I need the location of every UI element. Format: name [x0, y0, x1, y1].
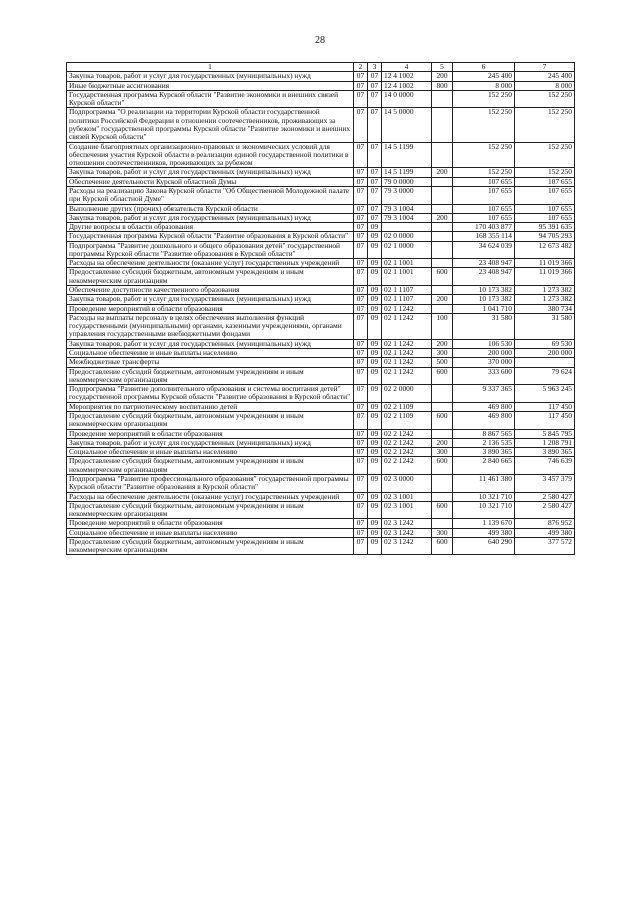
expense-type-cell [432, 402, 453, 411]
amount-cell: 107 655 [515, 204, 575, 213]
target-article-cell: 02 2 1242 [382, 438, 432, 447]
subsection-cell: 07 [368, 90, 382, 108]
item-name-cell: Межбюджетные трансферты [67, 358, 354, 367]
table-row [67, 501, 575, 519]
target-article-cell: 02 2 1109 [382, 402, 432, 411]
section-cell: 07 [354, 339, 368, 348]
table-row [67, 438, 575, 447]
item-name-cell: Государственная программа Курской области "Развитие образования в Курской области" [67, 232, 354, 241]
target-article-cell: 14 5 1199 [382, 142, 432, 168]
amount-cell: 2 580 427 [515, 492, 575, 501]
expense-type-cell [432, 259, 453, 268]
amount-cell: 168 355 114 [453, 232, 515, 241]
amount-cell: 1 273 382 [515, 286, 575, 295]
target-article-cell: 02 1 1242 [382, 367, 432, 385]
target-article-cell: 02 1 1242 [382, 304, 432, 313]
expense-type-cell: 300 [432, 448, 453, 457]
subsection-cell: 09 [368, 474, 382, 492]
item-name-cell: Предоставление субсидий бюджетным, автономным учреждениям и иным некоммерческим организациям [67, 501, 354, 519]
section-cell: 07 [354, 286, 368, 295]
section-cell: 07 [354, 72, 368, 81]
target-article-cell: 79 3 0000 [382, 186, 432, 204]
table-row [67, 304, 575, 313]
expense-type-cell: 200 [432, 295, 453, 304]
section-cell: 07 [354, 402, 368, 411]
amount-cell: 117 450 [515, 411, 575, 429]
amount-cell: 152 250 [453, 108, 515, 142]
table-row [67, 313, 575, 339]
table-row [67, 457, 575, 475]
item-name-cell: Социальное обеспечение и иные выплаты населению [67, 349, 354, 358]
table-row [67, 492, 575, 501]
expense-type-cell: 300 [432, 528, 453, 537]
amount-cell: 9 337 365 [453, 385, 515, 403]
expense-type-cell: 200 [432, 213, 453, 222]
amount-cell [515, 358, 575, 367]
target-article-cell: 02 1 1242 [382, 313, 432, 339]
table-row [67, 81, 575, 90]
table-row [67, 72, 575, 81]
target-article-cell: 02 3 1001 [382, 501, 432, 519]
section-cell: 07 [354, 268, 368, 286]
section-cell: 07 [354, 223, 368, 232]
expense-type-cell [432, 474, 453, 492]
section-cell: 07 [354, 429, 368, 438]
item-name-cell: Предоставление субсидий бюджетным, автономным учреждениям и иным некоммерческим организациям [67, 537, 354, 555]
expense-type-cell: 800 [432, 81, 453, 90]
expense-type-cell: 200 [432, 168, 453, 177]
table-row [67, 204, 575, 213]
item-name-cell: Предоставление субсидий бюджетным, автономным учреждениям и иным некоммерческим организациям [67, 367, 354, 385]
expense-type-cell: 300 [432, 349, 453, 358]
amount-cell: 23 408 947 [453, 268, 515, 286]
column-header: 2 [354, 63, 368, 72]
expense-type-cell: 200 [432, 72, 453, 81]
amount-cell: 370 000 [453, 358, 515, 367]
subsection-cell: 09 [368, 537, 382, 555]
amount-cell: 499 380 [515, 528, 575, 537]
item-name-cell: Мероприятия по патриотическому воспитанию детей [67, 402, 354, 411]
amount-cell: 152 250 [515, 142, 575, 168]
item-name-cell: Расходы на обеспечение деятельности (оказание услуг) государственных учреждений [67, 492, 354, 501]
section-cell: 07 [354, 81, 368, 90]
amount-cell: 79 624 [515, 367, 575, 385]
target-article-cell: 02 1 1001 [382, 268, 432, 286]
column-header: 5 [432, 63, 453, 72]
item-name-cell: Закупка товаров, работ и услуг для государственных (муниципальных) нужд [67, 213, 354, 222]
subsection-cell: 09 [368, 402, 382, 411]
table-row [67, 349, 575, 358]
target-article-cell: 14 5 1199 [382, 168, 432, 177]
subsection-cell: 07 [368, 81, 382, 90]
amount-cell: 8 000 [453, 81, 515, 90]
subsection-cell: 09 [368, 519, 382, 528]
amount-cell: 469 800 [453, 402, 515, 411]
amount-cell: 117 450 [515, 402, 575, 411]
amount-cell: 3 457 379 [515, 474, 575, 492]
table-row [67, 402, 575, 411]
subsection-cell: 09 [368, 367, 382, 385]
table-row [67, 411, 575, 429]
subsection-cell: 09 [368, 304, 382, 313]
item-name-cell: Подпрограмма "Развитие дополнительного образования и системы воспитания детей" государственной программы Курской области "Развитие образования в Курской области" [67, 385, 354, 403]
subsection-cell: 09 [368, 349, 382, 358]
expense-type-cell: 100 [432, 313, 453, 339]
item-name-cell: Закупка товаров, работ и услуг для государственных (муниципальных) нужд [67, 72, 354, 81]
amount-cell: 152 250 [515, 90, 575, 108]
target-article-cell: 12 4 1002 [382, 81, 432, 90]
section-cell: 07 [354, 177, 368, 186]
subsection-cell: 09 [368, 501, 382, 519]
amount-cell: 2 840 665 [453, 457, 515, 475]
table-row [67, 213, 575, 222]
expense-type-cell [432, 241, 453, 259]
subsection-cell: 09 [368, 457, 382, 475]
table-row [67, 268, 575, 286]
section-cell: 07 [354, 186, 368, 204]
subsection-cell: 09 [368, 241, 382, 259]
subsection-cell: 07 [368, 168, 382, 177]
amount-cell: 3 890 365 [515, 448, 575, 457]
amount-cell: 10 321 710 [453, 492, 515, 501]
subsection-cell: 09 [368, 385, 382, 403]
item-name-cell: Закупка товаров, работ и услуг для государственных (муниципальных) нужд [67, 339, 354, 348]
item-name-cell: Проведение мероприятий в области образования [67, 304, 354, 313]
section-cell: 07 [354, 213, 368, 222]
subsection-cell: 07 [368, 142, 382, 168]
section-cell: 07 [354, 313, 368, 339]
item-name-cell: Проведение мероприятий в области образования [67, 429, 354, 438]
amount-cell: 11 019 366 [515, 259, 575, 268]
target-article-cell: 02 2 1242 [382, 457, 432, 475]
column-header: 6 [453, 63, 515, 72]
table-row [67, 429, 575, 438]
amount-cell: 245 400 [515, 72, 575, 81]
table-row [67, 223, 575, 232]
expense-type-cell: 600 [432, 501, 453, 519]
section-cell: 07 [354, 241, 368, 259]
subsection-cell: 09 [368, 232, 382, 241]
amount-cell: 31 580 [515, 313, 575, 339]
amount-cell: 152 250 [453, 142, 515, 168]
amount-cell: 5 963 245 [515, 385, 575, 403]
target-article-cell: 02 2 1242 [382, 448, 432, 457]
item-name-cell: Другие вопросы в области образования [67, 223, 354, 232]
amount-cell: 245 400 [453, 72, 515, 81]
amount-cell: 10 173 382 [453, 286, 515, 295]
amount-cell: 499 380 [453, 528, 515, 537]
section-cell: 07 [354, 457, 368, 475]
table-row [67, 448, 575, 457]
target-article-cell: 14 0 0000 [382, 90, 432, 108]
item-name-cell: Предоставление субсидий бюджетным, автономным учреждениям и иным некоммерческим организациям [67, 268, 354, 286]
table-row [67, 90, 575, 108]
table-row [67, 519, 575, 528]
expense-type-cell [432, 385, 453, 403]
section-cell: 07 [354, 438, 368, 447]
subsection-cell: 09 [368, 492, 382, 501]
amount-cell: 34 624 039 [453, 241, 515, 259]
target-article-cell: 02 1 1107 [382, 286, 432, 295]
expense-type-cell: 200 [432, 339, 453, 348]
amount-cell: 2 580 427 [515, 501, 575, 519]
table-header-row [67, 63, 575, 72]
target-article-cell: 79 0 0000 [382, 177, 432, 186]
target-article-cell: 02 2 0000 [382, 385, 432, 403]
target-article-cell: 02 3 1001 [382, 492, 432, 501]
amount-cell: 152 250 [515, 108, 575, 142]
section-cell: 07 [354, 90, 368, 108]
amount-cell: 107 655 [453, 213, 515, 222]
item-name-cell: Закупка товаров, работ и услуг для государственных (муниципальных) нужд [67, 438, 354, 447]
subsection-cell: 09 [368, 358, 382, 367]
table-row [67, 232, 575, 241]
amount-cell: 8 000 [515, 81, 575, 90]
target-article-cell: 02 1 1107 [382, 295, 432, 304]
amount-cell: 469 800 [453, 411, 515, 429]
amount-cell: 107 655 [453, 177, 515, 186]
target-article-cell: 02 2 1109 [382, 411, 432, 429]
amount-cell: 377 572 [515, 537, 575, 555]
expense-type-cell [432, 204, 453, 213]
amount-cell: 8 867 565 [453, 429, 515, 438]
amount-cell: 107 655 [515, 213, 575, 222]
table-row [67, 241, 575, 259]
subsection-cell: 09 [368, 528, 382, 537]
amount-cell: 152 250 [453, 90, 515, 108]
section-cell: 07 [354, 349, 368, 358]
page-number: 28 [315, 35, 325, 46]
amount-cell: 876 952 [515, 519, 575, 528]
expense-type-cell: 600 [432, 268, 453, 286]
subsection-cell: 09 [368, 339, 382, 348]
target-article-cell [382, 223, 432, 232]
expense-type-cell [432, 286, 453, 295]
table-row [67, 108, 575, 142]
expense-type-cell [432, 429, 453, 438]
subsection-cell: 09 [368, 411, 382, 429]
table-row [67, 367, 575, 385]
item-name-cell: Иные бюджетные ассигнования [67, 81, 354, 90]
expense-type-cell: 600 [432, 411, 453, 429]
item-name-cell: Государственная программа Курской области "Развитие экономики и внешних связей Курской области" [67, 90, 354, 108]
subsection-cell: 09 [368, 438, 382, 447]
section-cell: 07 [354, 501, 368, 519]
column-header: 7 [515, 63, 575, 72]
item-name-cell: Закупка товаров, работ и услуг для государственных (муниципальных) нужд [67, 295, 354, 304]
expense-type-cell: 600 [432, 457, 453, 475]
amount-cell: 10 173 382 [453, 295, 515, 304]
column-header: 3 [368, 63, 382, 72]
section-cell: 07 [354, 358, 368, 367]
target-article-cell: 02 3 1242 [382, 528, 432, 537]
target-article-cell: 02 1 0000 [382, 241, 432, 259]
subsection-cell: 07 [368, 186, 382, 204]
subsection-cell: 07 [368, 108, 382, 142]
table-row [67, 339, 575, 348]
amount-cell: 94 705 293 [515, 232, 575, 241]
amount-cell: 106 530 [453, 339, 515, 348]
amount-cell: 10 321 710 [453, 501, 515, 519]
item-name-cell: Расходы на выплаты персоналу в целях обеспечения выполнения функций государственными (муниципальными) органами, казенными учреждениями, органами управления государственными внебюджетными фондами [67, 313, 354, 339]
amount-cell: 107 655 [453, 186, 515, 204]
expense-type-cell [432, 142, 453, 168]
expense-type-cell [432, 186, 453, 204]
subsection-cell: 09 [368, 429, 382, 438]
amount-cell: 1 041 710 [453, 304, 515, 313]
amount-cell: 107 655 [453, 204, 515, 213]
target-article-cell: 02 1 1242 [382, 339, 432, 348]
item-name-cell: Обеспечение доступности качественного образования [67, 286, 354, 295]
item-name-cell: Расходы на реализацию Закона Курской области "Об Общественной Молодежной палате при Курской областной Думе" [67, 186, 354, 204]
amount-cell: 2 136 535 [453, 438, 515, 447]
expense-type-cell: 200 [432, 438, 453, 447]
section-cell: 07 [354, 108, 368, 142]
table-row [67, 177, 575, 186]
subsection-cell: 09 [368, 259, 382, 268]
item-name-cell: Предоставление субсидий бюджетным, автономным учреждениям и иным некоммерческим организациям [67, 411, 354, 429]
amount-cell: 640 290 [453, 537, 515, 555]
item-name-cell: Социальное обеспечение и иные выплаты населению [67, 448, 354, 457]
section-cell: 07 [354, 411, 368, 429]
amount-cell: 200 000 [515, 349, 575, 358]
table-row [67, 286, 575, 295]
amount-cell: 1 139 670 [453, 519, 515, 528]
table-row [67, 358, 575, 367]
target-article-cell: 02 3 0000 [382, 474, 432, 492]
subsection-cell: 07 [368, 204, 382, 213]
amount-cell: 11 461 380 [453, 474, 515, 492]
section-cell: 07 [354, 259, 368, 268]
section-cell: 07 [354, 474, 368, 492]
section-cell: 07 [354, 537, 368, 555]
table-row [67, 474, 575, 492]
item-name-cell: Расходы на обеспечение деятельности (оказание услуг) государственных учреждений [67, 259, 354, 268]
target-article-cell: 02 1 1001 [382, 259, 432, 268]
section-cell: 07 [354, 304, 368, 313]
section-cell: 07 [354, 295, 368, 304]
table-row [67, 259, 575, 268]
section-cell: 07 [354, 448, 368, 457]
expense-type-cell: 500 [432, 358, 453, 367]
target-article-cell: 02 1 1242 [382, 349, 432, 358]
amount-cell: 746 639 [515, 457, 575, 475]
subsection-cell: 09 [368, 448, 382, 457]
item-name-cell: Проведение мероприятий в области образования [67, 519, 354, 528]
amount-cell: 107 655 [515, 186, 575, 204]
item-name-cell: Подпрограмма "О реализации на территории Курской области государственной политики Российской Федерации в отношении соотечественников, проживающих за рубежом" государственной программы Курской области "Развитие экономики и внешних связей Курской области" [67, 108, 354, 142]
table-row [67, 295, 575, 304]
amount-cell: 170 403 877 [453, 223, 515, 232]
table-row [67, 528, 575, 537]
amount-cell: 31 580 [453, 313, 515, 339]
amount-cell: 200 000 [453, 349, 515, 358]
section-cell: 07 [354, 142, 368, 168]
target-article-cell: 14 5 0000 [382, 108, 432, 142]
table-row [67, 142, 575, 168]
expense-type-cell [432, 177, 453, 186]
expense-type-cell: 600 [432, 367, 453, 385]
amount-cell: 333 600 [453, 367, 515, 385]
item-name-cell: Выполнение других (прочих) обязательств Курской области [67, 204, 354, 213]
item-name-cell: Подпрограмма "Развитие дошкольного и общего образования детей" государственной программы Курской области "Развитие образования в Курской области" [67, 241, 354, 259]
section-cell: 07 [354, 367, 368, 385]
table-row [67, 186, 575, 204]
expense-type-cell: 600 [432, 537, 453, 555]
amount-cell: 69 530 [515, 339, 575, 348]
amount-cell: 23 408 947 [453, 259, 515, 268]
budget-table [66, 62, 575, 555]
amount-cell: 1 208 791 [515, 438, 575, 447]
section-cell: 07 [354, 492, 368, 501]
expense-type-cell [432, 223, 453, 232]
target-article-cell: 79 3 1004 [382, 204, 432, 213]
target-article-cell: 02 1 1242 [382, 358, 432, 367]
item-name-cell: Социальное обеспечение и иные выплаты населению [67, 528, 354, 537]
section-cell: 07 [354, 204, 368, 213]
section-cell: 07 [354, 385, 368, 403]
expense-type-cell [432, 232, 453, 241]
target-article-cell: 02 3 1242 [382, 537, 432, 555]
table-row [67, 537, 575, 555]
amount-cell: 152 250 [515, 168, 575, 177]
amount-cell: 95 391 635 [515, 223, 575, 232]
target-article-cell: 79 3 1004 [382, 213, 432, 222]
subsection-cell: 09 [368, 268, 382, 286]
item-name-cell: Обеспечение деятельности Курской областной Думы [67, 177, 354, 186]
column-header: 4 [382, 63, 432, 72]
item-name-cell: Создание благоприятных организационно-правовых и экономических условий для обеспечения участия Курской области в реализации единой государственной политики в отношении соотечественников, проживающих за рубежом [67, 142, 354, 168]
section-cell: 07 [354, 528, 368, 537]
amount-cell: 12 673 482 [515, 241, 575, 259]
amount-cell: 380 734 [515, 304, 575, 313]
amount-cell: 1 273 382 [515, 295, 575, 304]
table-row [67, 385, 575, 403]
item-name-cell: Закупка товаров, работ и услуг для государственных (муниципальных) нужд [67, 168, 354, 177]
column-header: 1 [67, 63, 354, 72]
subsection-cell: 09 [368, 313, 382, 339]
expense-type-cell [432, 90, 453, 108]
expense-type-cell [432, 108, 453, 142]
target-article-cell: 12 4 1002 [382, 72, 432, 81]
expense-type-cell [432, 304, 453, 313]
amount-cell: 3 890 365 [453, 448, 515, 457]
target-article-cell: 02 3 1242 [382, 519, 432, 528]
expense-type-cell [432, 519, 453, 528]
subsection-cell: 07 [368, 72, 382, 81]
section-cell: 07 [354, 168, 368, 177]
target-article-cell: 02 2 1242 [382, 429, 432, 438]
target-article-cell: 02 0 0000 [382, 232, 432, 241]
subsection-cell: 07 [368, 177, 382, 186]
section-cell: 07 [354, 519, 368, 528]
amount-cell: 5 845 795 [515, 429, 575, 438]
subsection-cell: 09 [368, 295, 382, 304]
section-cell: 07 [354, 232, 368, 241]
table-row [67, 168, 575, 177]
item-name-cell: Предоставление субсидий бюджетным, автономным учреждениям и иным некоммерческим организациям [67, 457, 354, 475]
expense-type-cell [432, 492, 453, 501]
amount-cell: 152 250 [453, 168, 515, 177]
item-name-cell: Подпрограмма "Развитие профессионального образования" государственной программы Курской области "Развитие образования в Курской области" [67, 474, 354, 492]
subsection-cell: 09 [368, 223, 382, 232]
subsection-cell: 07 [368, 213, 382, 222]
amount-cell: 107 655 [515, 177, 575, 186]
subsection-cell: 09 [368, 286, 382, 295]
amount-cell: 11 019 366 [515, 268, 575, 286]
